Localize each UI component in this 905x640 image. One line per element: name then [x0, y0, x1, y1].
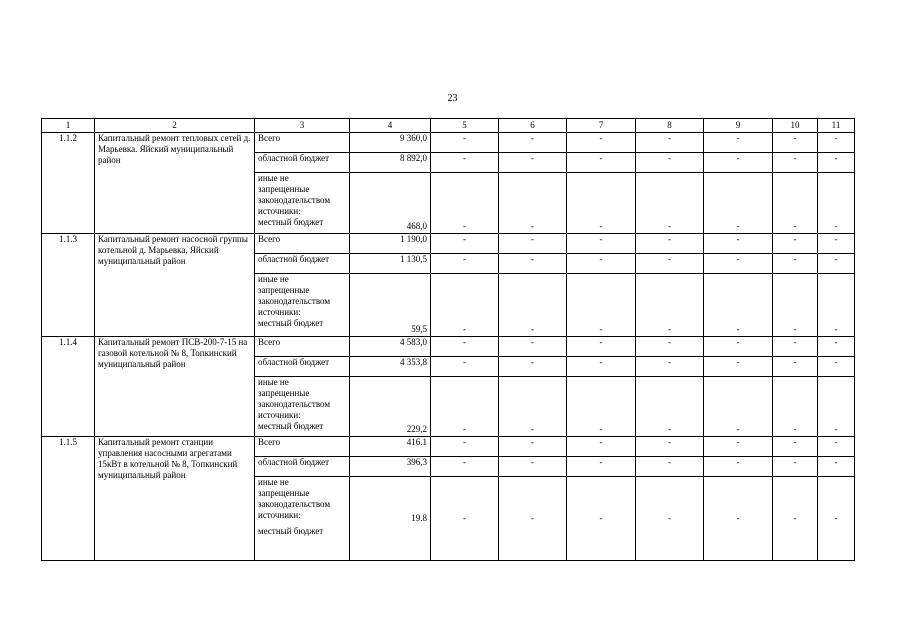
source-other-label — [255, 173, 350, 234]
dash-cell: - — [704, 477, 773, 561]
dash-cell: - — [704, 337, 773, 357]
dash-cell: - — [818, 437, 855, 457]
region-amount: 8 892,0 — [350, 153, 431, 173]
header-row — [42, 119, 855, 133]
dash-cell: - — [431, 477, 499, 561]
dash-cell: - — [567, 254, 636, 274]
item-code: 1.1.5 — [42, 437, 95, 561]
dash-cell: - — [818, 234, 855, 254]
total-amount: 416.1 — [350, 437, 431, 457]
dash-cell: - — [636, 357, 704, 377]
source-other-line: законодательством — [258, 399, 331, 409]
dash-cell: - — [431, 457, 499, 477]
dash-cell: - — [704, 437, 773, 457]
item-name: Капитальный ремонт ПСВ-200-7-15 на газовой котельной № 8, Топкинский муниципальный район — [95, 337, 255, 437]
local-amount: 19.8 — [350, 477, 431, 561]
dash-cell: - — [636, 457, 704, 477]
dash-cell: - — [818, 133, 855, 153]
table-row — [42, 133, 855, 153]
dash-cell: - — [636, 377, 704, 437]
dash-cell: - — [499, 254, 567, 274]
dash-cell: - — [567, 457, 636, 477]
source-other-label — [255, 377, 350, 437]
dash-cell: - — [499, 357, 567, 377]
column-header-3: 3 — [255, 119, 350, 133]
source-other-line: законодательством — [258, 499, 331, 509]
dash-cell: - — [636, 153, 704, 173]
column-header-11: 11 — [818, 119, 855, 133]
column-header-9: 9 — [704, 119, 773, 133]
dash-cell: - — [567, 274, 636, 337]
region-amount: 396,3 — [350, 457, 431, 477]
source-other-line: иные не — [258, 173, 289, 183]
source-other-line: местный бюджет — [258, 318, 324, 328]
total-amount: 4 583,0 — [350, 337, 431, 357]
dash-cell: - — [636, 437, 704, 457]
dash-cell: - — [818, 153, 855, 173]
dash-cell: - — [636, 234, 704, 254]
dash-cell: - — [773, 437, 818, 457]
source-other-line: местный бюджет — [258, 526, 324, 536]
column-header-8: 8 — [636, 119, 704, 133]
dash-cell: - — [431, 234, 499, 254]
source-other-label — [255, 477, 350, 561]
item-code: 1.1.2 — [42, 133, 95, 234]
dash-cell: - — [499, 337, 567, 357]
source-other-line: источники: — [258, 206, 301, 216]
dash-cell: - — [431, 153, 499, 173]
dash-cell: - — [773, 477, 818, 561]
dash-cell: - — [818, 477, 855, 561]
item-code: 1.1.4 — [42, 337, 95, 437]
dash-cell: - — [773, 457, 818, 477]
column-header-7: 7 — [567, 119, 636, 133]
dash-cell: - — [773, 234, 818, 254]
item-code: 1.1.3 — [42, 234, 95, 337]
source-other-line: иные не — [258, 477, 289, 487]
column-header-6: 6 — [499, 119, 567, 133]
dash-cell: - — [704, 173, 773, 234]
dash-cell: - — [431, 377, 499, 437]
dash-cell: - — [773, 337, 818, 357]
item-name: Капитальный ремонт тепловых сетей д. Марьевка. Яйский муниципальный район — [95, 133, 255, 234]
dash-cell: - — [567, 133, 636, 153]
source-other-line: законодательством — [258, 296, 331, 306]
dash-cell: - — [818, 457, 855, 477]
dash-cell: - — [431, 437, 499, 457]
source-other-line: запрещенные — [258, 184, 310, 194]
dash-cell: - — [773, 274, 818, 337]
source-region-label: областной бюджет — [255, 153, 350, 173]
source-total-label: Всего — [255, 437, 350, 457]
source-other-line: источники: — [258, 307, 301, 317]
budget-table — [41, 118, 855, 561]
dash-cell: - — [704, 234, 773, 254]
dash-cell: - — [636, 173, 704, 234]
dash-cell: - — [818, 254, 855, 274]
dash-cell: - — [431, 337, 499, 357]
source-region-label: областной бюджет — [255, 357, 350, 377]
column-header-1: 1 — [42, 119, 95, 133]
dash-cell: - — [499, 457, 567, 477]
source-other-line: запрещенные — [258, 285, 310, 295]
total-amount: 9 360,0 — [350, 133, 431, 153]
dash-cell: - — [818, 274, 855, 337]
source-other-line: законодательством — [258, 195, 331, 205]
dash-cell: - — [704, 274, 773, 337]
source-other-line: источники: — [258, 410, 301, 420]
dash-cell: - — [567, 377, 636, 437]
source-region-label: областной бюджет — [255, 254, 350, 274]
dash-cell: - — [567, 437, 636, 457]
dash-cell: - — [431, 357, 499, 377]
dash-cell: - — [431, 254, 499, 274]
dash-cell: - — [704, 254, 773, 274]
local-amount: 468,0 — [350, 173, 431, 234]
dash-cell: - — [499, 133, 567, 153]
dash-cell: - — [567, 357, 636, 377]
source-other-line: иные не — [258, 274, 289, 284]
table-row — [42, 437, 855, 457]
dash-cell: - — [773, 254, 818, 274]
source-other-line: местный бюджет — [258, 217, 324, 227]
dash-cell: - — [818, 337, 855, 357]
dash-cell: - — [818, 357, 855, 377]
dash-cell: - — [818, 377, 855, 437]
dash-cell: - — [499, 437, 567, 457]
region-amount: 1 130,5 — [350, 254, 431, 274]
dash-cell: - — [704, 153, 773, 173]
table-row — [42, 234, 855, 254]
dash-cell: - — [567, 173, 636, 234]
source-total-label: Всего — [255, 337, 350, 357]
dash-cell: - — [704, 457, 773, 477]
dash-cell: - — [567, 234, 636, 254]
dash-cell: - — [704, 357, 773, 377]
dash-cell: - — [431, 133, 499, 153]
item-name: Капитальный ремонт станции управления насосными агрегатами 15кВт в котельной № 8, Топкинский муниципальный район — [95, 437, 255, 561]
source-total-label: Всего — [255, 133, 350, 153]
dash-cell: - — [567, 153, 636, 173]
dash-cell: - — [499, 173, 567, 234]
source-total-label: Всего — [255, 234, 350, 254]
source-other-line: иные не — [258, 377, 289, 387]
table-row — [42, 337, 855, 357]
total-amount: 1 190,0 — [350, 234, 431, 254]
dash-cell: - — [636, 477, 704, 561]
dash-cell: - — [431, 274, 499, 337]
dash-cell: - — [636, 274, 704, 337]
dash-cell: - — [636, 254, 704, 274]
dash-cell: - — [499, 274, 567, 337]
column-header-4: 4 — [350, 119, 431, 133]
dash-cell: - — [567, 337, 636, 357]
source-other-line: источники: — [258, 510, 301, 520]
dash-cell: - — [704, 377, 773, 437]
local-amount: 229,2 — [350, 377, 431, 437]
dash-cell: - — [636, 337, 704, 357]
dash-cell: - — [818, 173, 855, 234]
local-amount: 59,5 — [350, 274, 431, 337]
dash-cell: - — [773, 377, 818, 437]
page-number: 23 — [447, 93, 458, 104]
dash-cell: - — [499, 153, 567, 173]
column-header-10: 10 — [773, 119, 818, 133]
dash-cell: - — [499, 234, 567, 254]
dash-cell: - — [773, 133, 818, 153]
source-other-line: запрещенные — [258, 488, 310, 498]
source-region-label: областной бюджет — [255, 457, 350, 477]
column-header-2: 2 — [95, 119, 255, 133]
dash-cell: - — [773, 153, 818, 173]
source-other-label — [255, 274, 350, 337]
dash-cell: - — [499, 477, 567, 561]
dash-cell: - — [773, 173, 818, 234]
dash-cell: - — [636, 133, 704, 153]
dash-cell: - — [499, 377, 567, 437]
source-other-line: запрещенные — [258, 388, 310, 398]
dash-cell: - — [773, 357, 818, 377]
region-amount: 4 353,8 — [350, 357, 431, 377]
dash-cell: - — [431, 173, 499, 234]
source-other-line: местный бюджет — [258, 421, 324, 431]
dash-cell: - — [567, 477, 636, 561]
item-name: Капитальный ремонт насосной группы котельной д. Марьевка, Яйский муниципальный район — [95, 234, 255, 337]
dash-cell: - — [704, 133, 773, 153]
column-header-5: 5 — [431, 119, 499, 133]
